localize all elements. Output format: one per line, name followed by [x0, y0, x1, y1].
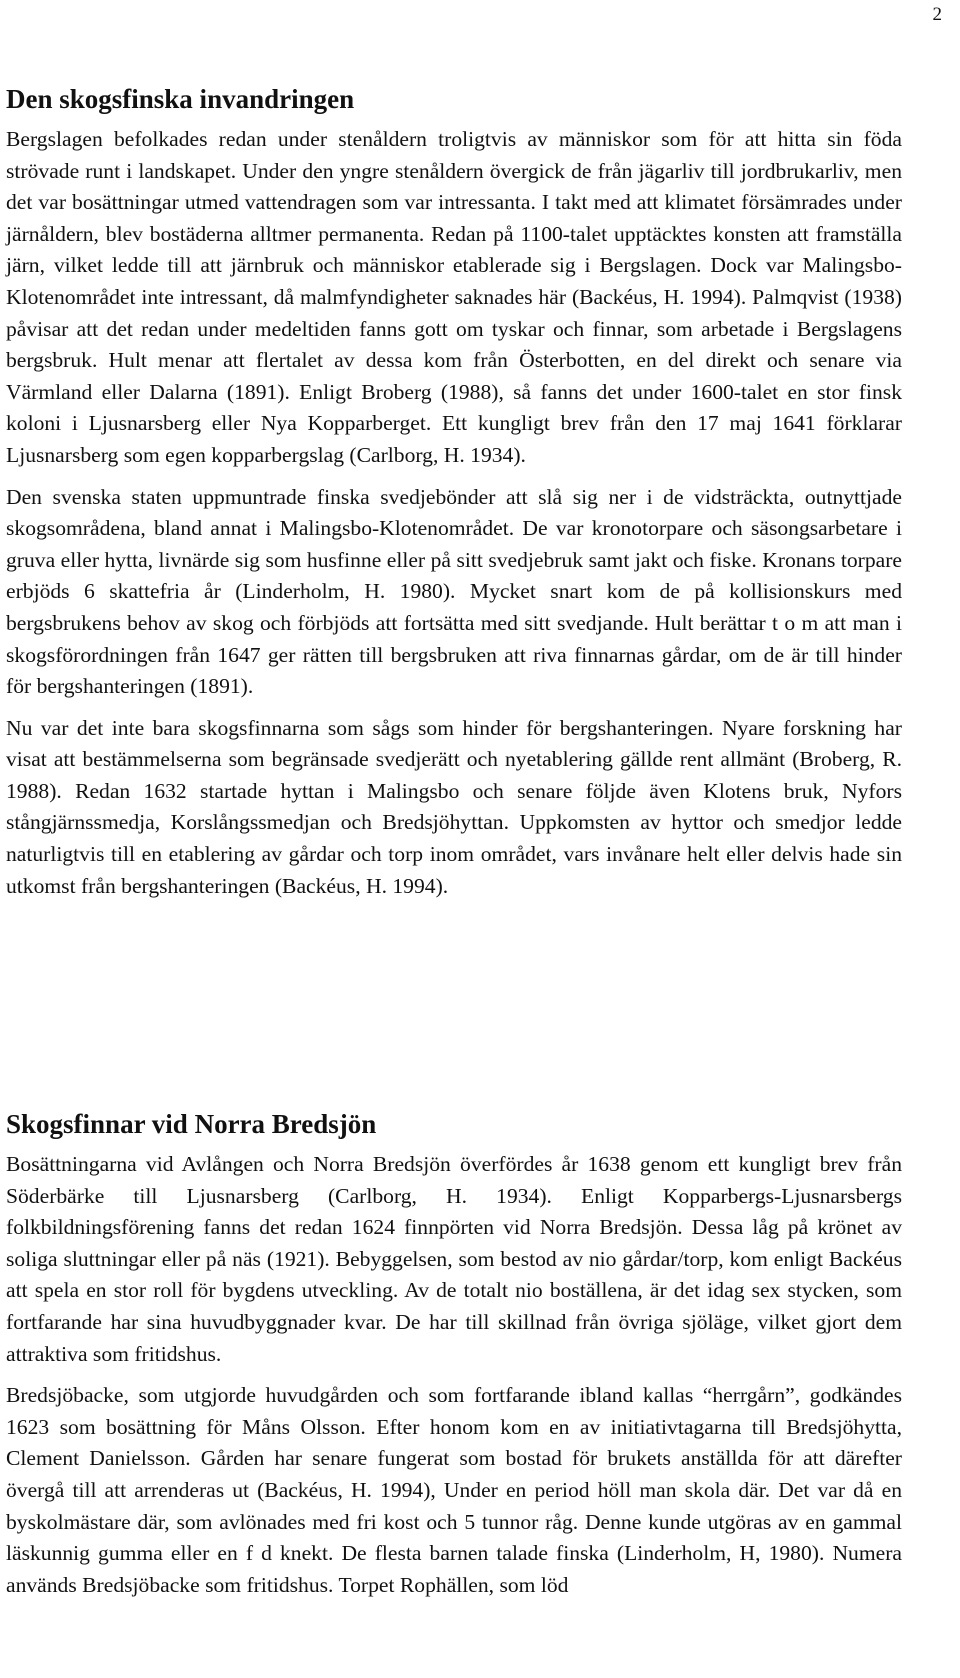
paragraph: Den svenska staten uppmuntrade finska svedjebönder att slå sig ner i de vidsträckta, outnyttjade skogsområdena, bland annat i Malingsbo-Klotenområdet. De var kronotorpare och säsongsarbetare i gruva eller hytta, livnärde sig som husfinne eller på sitt svedjebruk samt jakt och fiske. Kronans torpare erbjöds 6 skattefria år (Linderholm, H. 1980). Mycket snart kom de på kollisionskurs med bergsbrukens behov av skog och förbjöds att fortsätta med sitt svedjande. Hult berättar t o m att man i skogsförordningen från 1647 ger rätten till bergsbruken att riva finnarnas gårdar, om de är till hinder för bergshanteringen (1891).	[6, 484, 902, 699]
paragraph: Nu var det inte bara skogsfinnarna som sågs som hinder för bergshanteringen. Nyare forskning har visat att bestämmelserna som begränsade svedjerätt och nyetablering gällde rent allmänt (Broberg, R. 1988). Redan 1632 startade hyttan i Malingsbo och senare följde även Klotens bruk, Nyfors stångjärnssmedja, Korslångssmedjan och Bredsjöhyttan. Uppkomsten av hyttor och smedjor ledde naturligtvis till en etablering av gårdar och torp inom området, vars invånare helt eller delvis hade sin utkomst från bergshanteringen (Backéus, H. 1994).	[6, 715, 902, 898]
paragraph: Bosättningarna vid Avlången och Norra Bredsjön överfördes år 1638 genom ett kungligt brev från Söderbärke till Ljusnarsberg (Carlborg, H. 1934). Enligt Kopparbergs-Ljusnarsbergs folkbildningsförening fanns det redan 1624 finnpörten vid Norra Bredsjön. Dessa låg på krönet av soliga sluttningar eller på näs (1921). Bebyggelsen, som bestod av nio gårdar/torp, kom enligt Backéus att spela en stor roll för bygdens utveckling. Av de totalt nio boställena, är det idag sex stycken, som fortfarande har sina huvudbyggnader kvar. De har till skillnad från övriga sjöläge, vilket gjort dem attraktiva som fritidshus.	[6, 1152, 902, 1366]
section-heading-skogsfinska-invandringen: Den skogsfinska invandringen	[6, 84, 355, 114]
section-body-invandringen	[6, 124, 902, 912]
paragraph: Bergslagen befolkades redan under stenåldern troligtvis av människor som för att hitta sin föda strövade runt i landskapet. Under den yngre stenåldern övergick de från jägarliv till jordbrukarliv, men det var bosättningar utmed vattendragen som var intressanta. I takt med att klimatet försämrades under järnåldern, blev bostäderna alltmer permanenta. Redan på 1100-talet upptäcktes konsten att framställa järn, vilket ledde till att järnbruk och människor etablerade sig i Bergslagen. Dock var Malingsbo-Klotenområdet inte intressant, då malmfyndigheter saknades här (Backéus, H. 1994). Palmqvist (1938) påvisar att det redan under medeltiden fanns gott om tyskar och finnar, som arbetade i Bergslagens bergsbruk. Hult menar att flertalet av dessa kom från Österbotten, en del direkt och senare via Värmland eller Dalarna (1891). Enligt Broberg (1988), så fanns det under 1600-talet en stor finsk koloni i Ljusnarsberg eller Nya Kopparberget. Ett kungligt brev från den 17 maj 1641 förklarar Ljusnarsberg som egen kopparbergslag (Carlborg, H. 1934).	[6, 127, 902, 467]
page-number: 2	[932, 4, 942, 25]
section-body-norra-bredsjon	[6, 1149, 902, 1611]
section-heading-skogsfinnar-norra-bredsjon: Skogsfinnar vid Norra Bredsjön	[6, 1109, 377, 1139]
paragraph: Bredsjöbacke, som utgjorde huvudgården och som fortfarande ibland kallas “herrgårn”, godkändes 1623 som bosättning för Måns Olsson. Efter honom kom en av initiativtagarna till Bredsjöhytta, Clement Danielsson. Gården har senare fungerat som bostad för brukets anställda för att därefter övergå till att arrenderas ut (Backéus, H. 1994), Under en period höll man skola där. Det var då en byskolmästare där, som avlönades med fri kost och 5 tunnor råg. Denne kunde utgöras av en gammal läskunnig gumma eller en f d knekt. De flesta barnen talade finska (Linderholm, H, 1980). Numera används Bredsjöbacke som fritidshus. Torpet Rophällen, som löd	[6, 1383, 902, 1597]
